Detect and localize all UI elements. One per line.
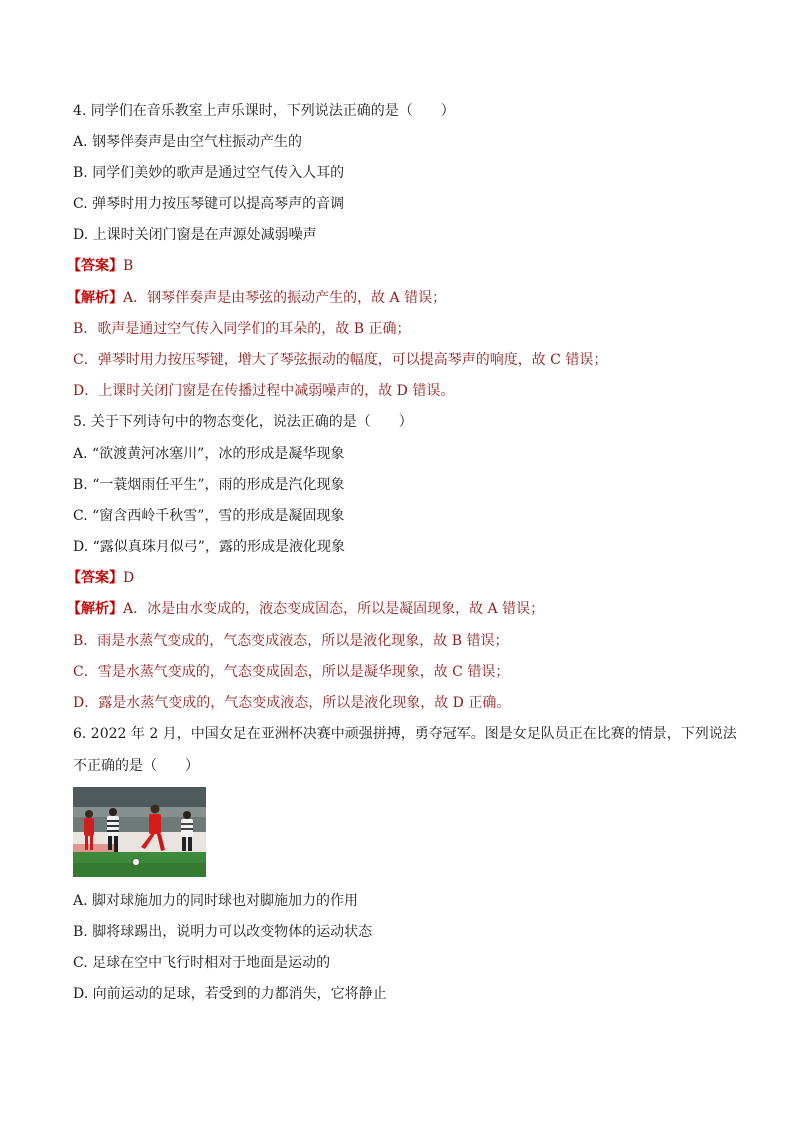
q5-option-d: D. “露似真珠月似弓”，露的形成是液化现象 xyxy=(73,539,345,555)
q4-analysis-d: D．上课时关闭门窗是在传播过程中减弱噪声的，故 D 错误。 xyxy=(73,383,455,399)
q4-option-a: A. 钢琴伴奏声是由空气柱振动产生的 xyxy=(73,134,303,150)
q6-stem-line1: 6. 2022 年 2 月，中国女足在亚洲杯决赛中顽强拼搏，勇夺冠军。图是女足队员正在比赛的情景，下列说法 xyxy=(73,726,737,742)
analysis-text: A．冰是由水变成的，液态变成固态，所以是凝固现象，故 A 错误； xyxy=(123,601,545,617)
q4-analysis-a xyxy=(67,289,446,307)
answer-value: D xyxy=(123,570,135,586)
analysis-tag: 【解析】 xyxy=(67,290,123,306)
answer-tag: 【答案】 xyxy=(67,570,123,586)
q4-option-c: C. 弹琴时用力按压琴键可以提高琴声的音调 xyxy=(73,196,345,212)
q5-analysis-c: C．雪是水蒸气变成的，气态变成固态，所以是凝华现象，故 C 错误； xyxy=(73,664,510,680)
q5-analysis-b: B．雨是水蒸气变成的，气态变成液态，所以是液化现象，故 B 错误； xyxy=(73,633,509,649)
analysis-tag: 【解析】 xyxy=(67,601,123,617)
answer-value: B xyxy=(123,258,134,274)
q5-option-b: B. “一蓑烟雨任平生”，雨的形成是汽化现象 xyxy=(73,477,345,493)
answer-tag: 【答案】 xyxy=(67,258,123,274)
q4-stem: 4. 同学们在音乐教室上声乐课时，下列说法正确的是（ ） xyxy=(73,103,455,119)
soccer-match-photo xyxy=(73,787,206,877)
q6-stem-line2: 不正确的是（ ） xyxy=(73,758,199,774)
q6-option-d: D. 向前运动的足球，若受到的力都消失，它将静止 xyxy=(73,986,387,1002)
q5-analysis-d: D．露是水蒸气变成的，气态变成液态，所以是液化现象，故 D 正确。 xyxy=(73,695,511,711)
q5-stem: 5. 关于下列诗句中的物态变化，说法正确的是（ ） xyxy=(73,414,413,430)
q6-option-b: B. 脚将球踢出，说明力可以改变物体的运动状态 xyxy=(73,924,373,940)
q5-option-c: C. “窗含西岭千秋雪”，雪的形成是凝固现象 xyxy=(73,508,345,524)
q5-analysis-a xyxy=(67,600,544,618)
analysis-text: A．钢琴伴奏声是由琴弦的振动产生的，故 A 错误； xyxy=(123,290,447,306)
q5-answer xyxy=(67,569,134,587)
q4-option-b: B. 同学们美妙的歌声是通过空气传入人耳的 xyxy=(73,165,345,181)
q4-answer xyxy=(67,257,133,275)
q5-option-a: A. “欲渡黄河冰塞川”，冰的形成是凝华现象 xyxy=(73,446,345,462)
q6-option-c: C. 足球在空中飞行时相对于地面是运动的 xyxy=(73,955,331,971)
q4-analysis-c: C．弹琴时用力按压琴键，增大了琴弦振动的幅度，可以提高琴声的响度，故 C 错误； xyxy=(73,352,608,368)
q4-option-d: D. 上课时关闭门窗是在声源处减弱噪声 xyxy=(73,227,317,243)
q6-option-a: A. 脚对球施加力的同时球也对脚施加力的作用 xyxy=(73,893,359,909)
q4-analysis-b: B．歌声是通过空气传入同学们的耳朵的，故 B 正确； xyxy=(73,321,411,337)
